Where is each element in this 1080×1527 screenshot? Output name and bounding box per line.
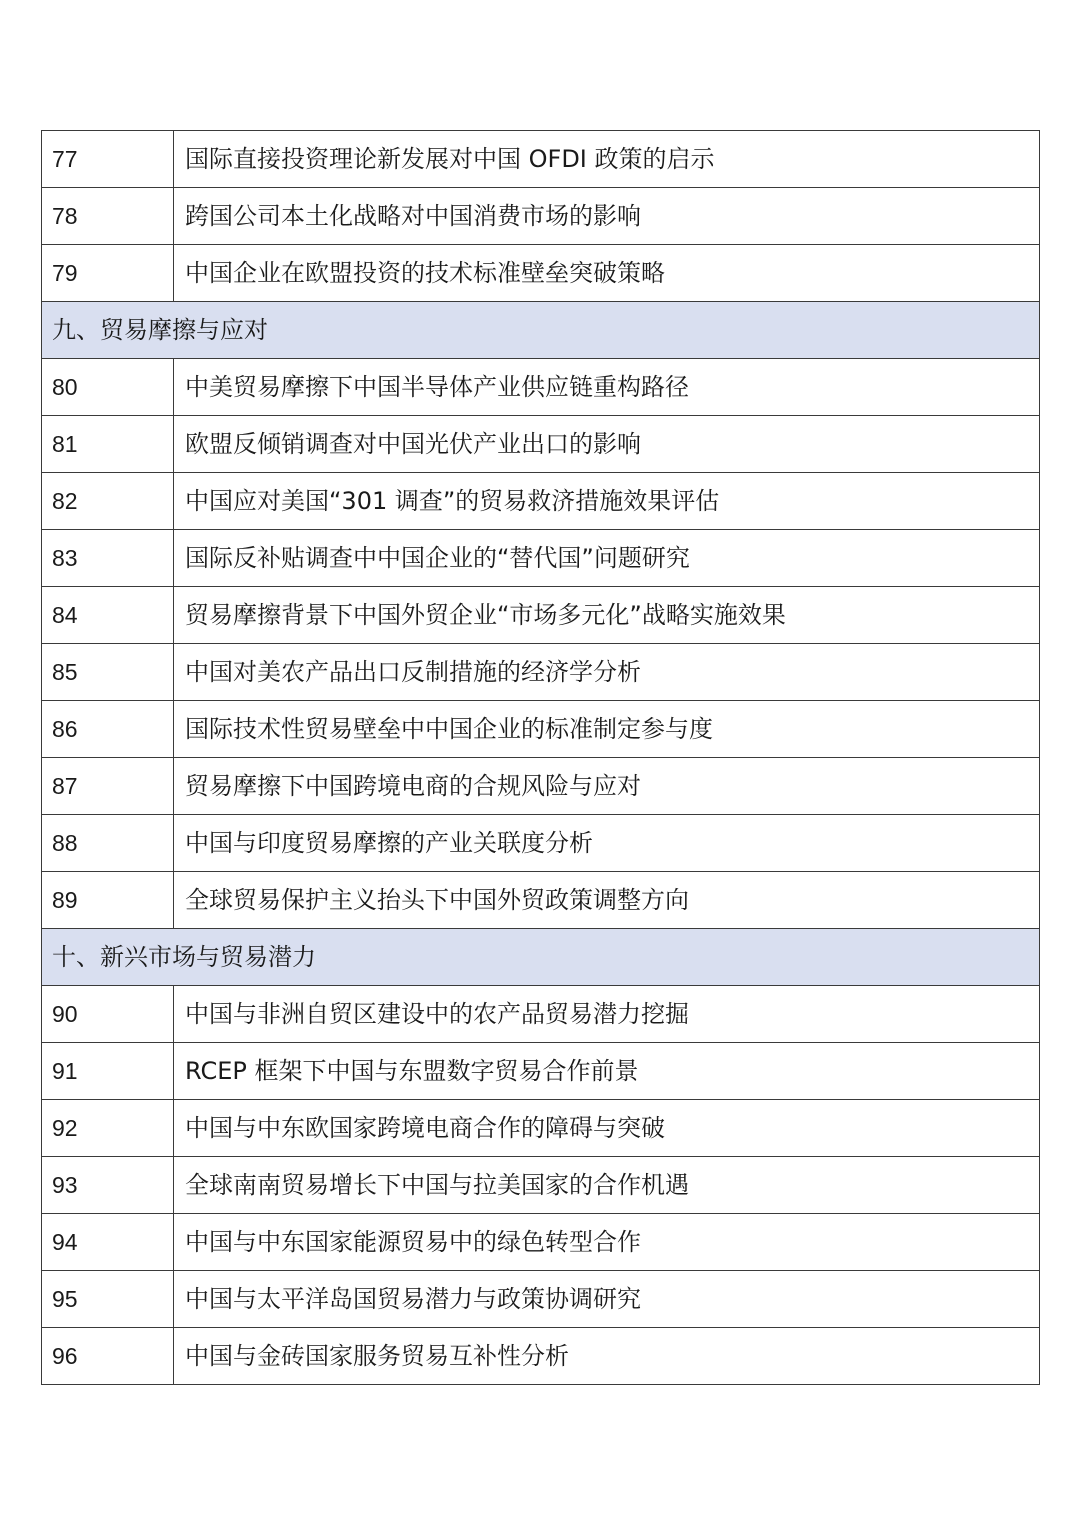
row-number: 86	[42, 701, 174, 758]
table-row	[42, 872, 1040, 929]
row-title: 国际直接投资理论新发展对中国 OFDI 政策的启示	[174, 131, 1040, 188]
table-row	[42, 245, 1040, 302]
table-row	[42, 644, 1040, 701]
row-number: 85	[42, 644, 174, 701]
table-row	[42, 416, 1040, 473]
row-number: 87	[42, 758, 174, 815]
row-title: 中国企业在欧盟投资的技术标准壁垒突破策略	[174, 245, 1040, 302]
row-number: 88	[42, 815, 174, 872]
row-number: 92	[42, 1100, 174, 1157]
row-title: 中国与中东欧国家跨境电商合作的障碍与突破	[174, 1100, 1040, 1157]
row-number: 90	[42, 986, 174, 1043]
row-number: 82	[42, 473, 174, 530]
table-row	[42, 131, 1040, 188]
table-row	[42, 1043, 1040, 1100]
row-number: 93	[42, 1157, 174, 1214]
row-title: 跨国公司本土化战略对中国消费市场的影响	[174, 188, 1040, 245]
topic-table	[41, 130, 1040, 1385]
row-title: 中国与太平洋岛国贸易潜力与政策协调研究	[174, 1271, 1040, 1328]
row-title: 欧盟反倾销调查对中国光伏产业出口的影响	[174, 416, 1040, 473]
section-header-row	[42, 929, 1040, 986]
row-number: 78	[42, 188, 174, 245]
row-title: RCEP 框架下中国与东盟数字贸易合作前景	[174, 1043, 1040, 1100]
row-number: 83	[42, 530, 174, 587]
row-number: 81	[42, 416, 174, 473]
row-title: 贸易摩擦背景下中国外贸企业“市场多元化”战略实施效果	[174, 587, 1040, 644]
row-number: 79	[42, 245, 174, 302]
row-title: 贸易摩擦下中国跨境电商的合规风险与应对	[174, 758, 1040, 815]
row-title: 国际技术性贸易壁垒中中国企业的标准制定参与度	[174, 701, 1040, 758]
table-row	[42, 815, 1040, 872]
row-title: 中国与非洲自贸区建设中的农产品贸易潜力挖掘	[174, 986, 1040, 1043]
row-title: 中国与中东国家能源贸易中的绿色转型合作	[174, 1214, 1040, 1271]
row-number: 95	[42, 1271, 174, 1328]
table-row	[42, 1328, 1040, 1385]
row-title: 中国与印度贸易摩擦的产业关联度分析	[174, 815, 1040, 872]
row-title: 国际反补贴调查中中国企业的“替代国”问题研究	[174, 530, 1040, 587]
row-title: 全球贸易保护主义抬头下中国外贸政策调整方向	[174, 872, 1040, 929]
row-number: 89	[42, 872, 174, 929]
section-title: 九、贸易摩擦与应对	[42, 302, 1040, 359]
table-row	[42, 188, 1040, 245]
topic-table-body	[42, 131, 1040, 1385]
table-row	[42, 758, 1040, 815]
table-row	[42, 473, 1040, 530]
table-row	[42, 1100, 1040, 1157]
row-title: 中国与金砖国家服务贸易互补性分析	[174, 1328, 1040, 1385]
table-row	[42, 1214, 1040, 1271]
row-title: 中国对美农产品出口反制措施的经济学分析	[174, 644, 1040, 701]
section-header-row	[42, 302, 1040, 359]
row-number: 77	[42, 131, 174, 188]
table-row	[42, 1157, 1040, 1214]
section-title: 十、新兴市场与贸易潜力	[42, 929, 1040, 986]
table-row	[42, 587, 1040, 644]
table-row	[42, 986, 1040, 1043]
row-number: 80	[42, 359, 174, 416]
row-number: 94	[42, 1214, 174, 1271]
row-title: 中国应对美国“301 调查”的贸易救济措施效果评估	[174, 473, 1040, 530]
row-number: 91	[42, 1043, 174, 1100]
row-number: 96	[42, 1328, 174, 1385]
row-number: 84	[42, 587, 174, 644]
row-title: 中美贸易摩擦下中国半导体产业供应链重构路径	[174, 359, 1040, 416]
table-row	[42, 530, 1040, 587]
table-row	[42, 359, 1040, 416]
table-row	[42, 1271, 1040, 1328]
row-title: 全球南南贸易增长下中国与拉美国家的合作机遇	[174, 1157, 1040, 1214]
table-row	[42, 701, 1040, 758]
